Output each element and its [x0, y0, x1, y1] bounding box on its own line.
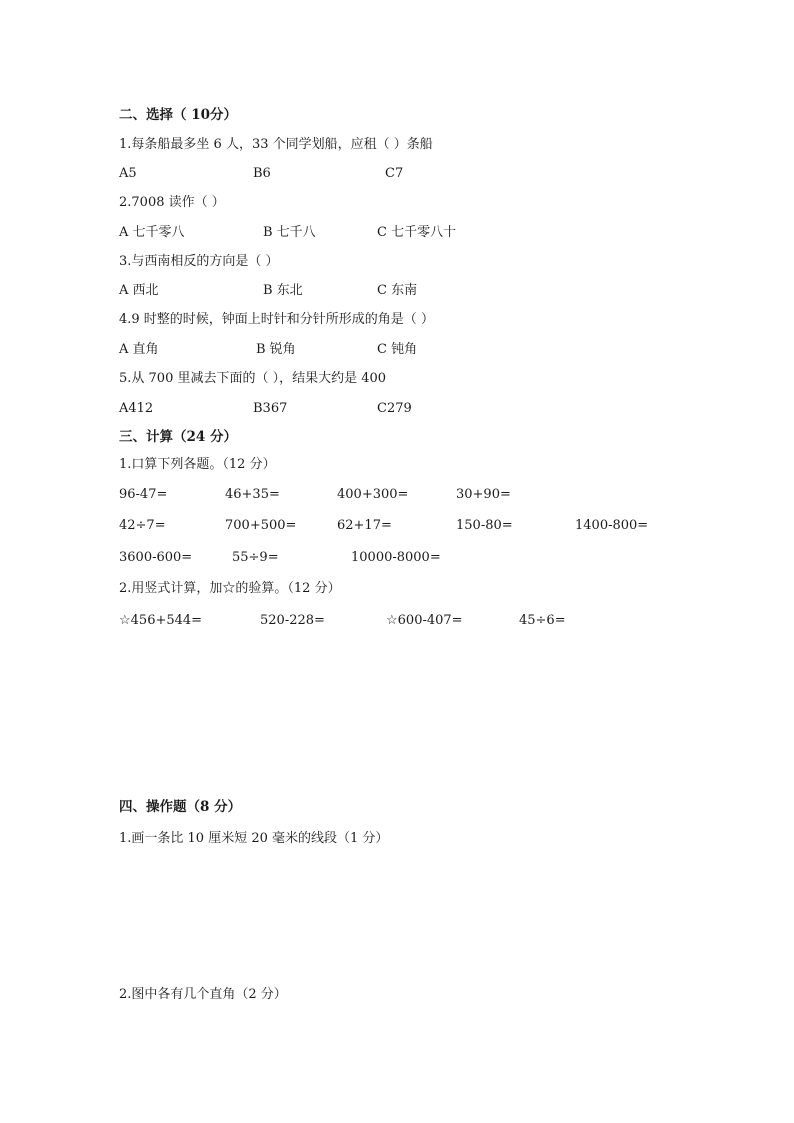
section-4-title: 四、操作题（8 分）: [119, 799, 242, 815]
q1-option-b: B6: [253, 166, 271, 181]
q4-option-c: C 钝角: [377, 342, 418, 357]
q5-option-a: A412: [119, 401, 154, 416]
calc-item: 700+500=: [225, 518, 297, 533]
q3-option-a: A 西北: [119, 283, 159, 298]
q4-option-b: B 锐角: [256, 342, 296, 357]
question-3: 3.与西南相反的方向是（ ）: [119, 254, 279, 269]
calc-item: 400+300=: [337, 487, 409, 502]
section-4-part-2: 2.图中各有几个直角（2 分）: [119, 987, 287, 1002]
q2-option-b: B 七千八: [263, 225, 316, 240]
q1-option-a: A5: [119, 166, 137, 181]
question-2: 2.7008 读作（ ）: [119, 195, 225, 210]
vertical-calc-item: 45÷6=: [519, 613, 566, 628]
calc-item: 46+35=: [225, 487, 280, 502]
q1-option-c: C7: [385, 166, 404, 181]
q3-option-c: C 东南: [377, 283, 418, 298]
section-3-title: 三、计算（24 分）: [119, 429, 237, 445]
question-5: 5.从 700 里减去下面的（ ），结果大约是 400: [119, 371, 387, 386]
q5-option-b: B367: [253, 401, 288, 416]
calc-item: 96-47=: [119, 487, 168, 502]
q5-option-c: C279: [377, 401, 412, 416]
calc-item: 62+17=: [337, 518, 392, 533]
calc-item: 30+90=: [456, 487, 511, 502]
section-3-part-2: 2.用竖式计算，加☆的验算。（12 分）: [119, 581, 341, 596]
section-2-title: 二、选择（ 10分）: [119, 107, 237, 123]
vertical-calc-item: ☆600-407=: [386, 613, 463, 628]
vertical-calc-item: ☆456+544=: [119, 613, 203, 628]
q2-option-c: C 七千零八十: [377, 225, 457, 240]
question-1: 1.每条船最多坐 6 人，33 个同学划船，应租（ ）条船: [119, 137, 433, 152]
calc-item: 3600-600=: [119, 550, 193, 565]
q4-option-a: A 直角: [119, 342, 159, 357]
calc-item: 10000-8000=: [351, 550, 441, 565]
calc-item: 42÷7=: [119, 518, 166, 533]
q2-option-a: A 七千零八: [119, 225, 185, 240]
section-3-part-1: 1.口算下列各题。（12 分）: [119, 457, 276, 472]
section-4-part-1: 1.画一条比 10 厘米短 20 毫米的线段（1 分）: [119, 831, 389, 846]
vertical-calc-item: 520-228=: [260, 613, 325, 628]
calc-item: 55÷9=: [232, 550, 279, 565]
calc-item: 1400-800=: [575, 518, 649, 533]
q3-option-b: B 东北: [263, 283, 303, 298]
calc-item: 150-80=: [456, 518, 513, 533]
question-4: 4.9 时整的时候，钟面上时针和分针所形成的角是（ ）: [119, 312, 434, 327]
